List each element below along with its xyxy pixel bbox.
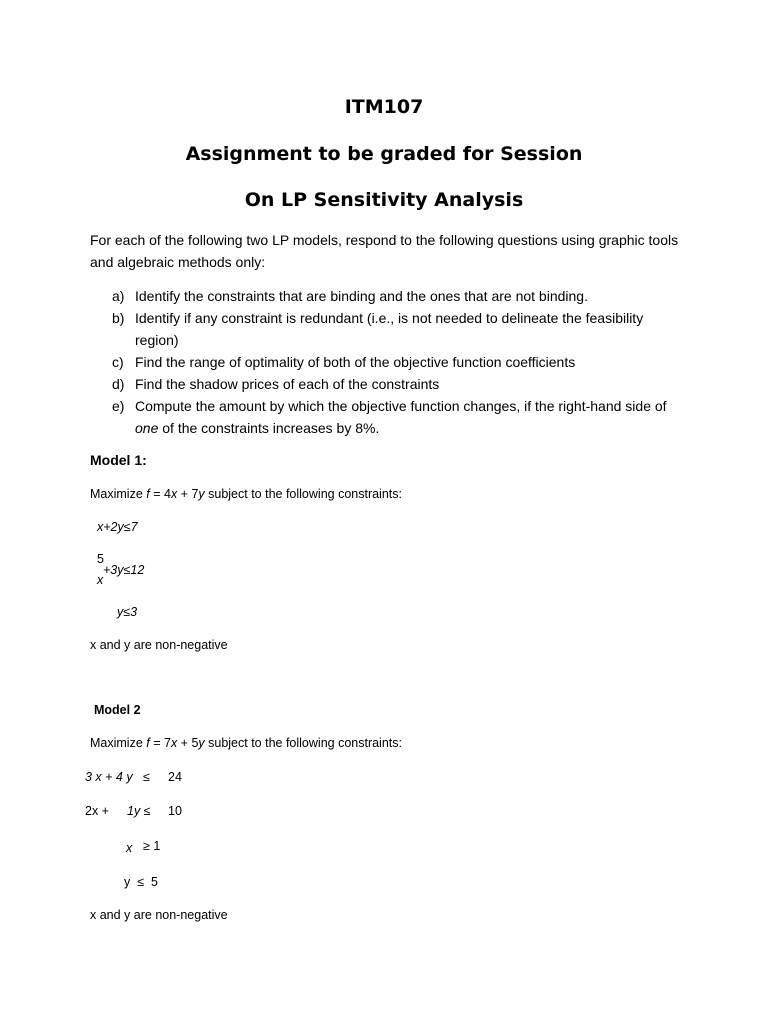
- model2-nonnegativity: x and y are non-negative: [90, 908, 228, 922]
- objective-var-y: y: [198, 736, 205, 750]
- objective-coef-y: + 5: [177, 736, 199, 750]
- list-item-text: Identify if any constraint is redundant (i.e., is not needed to delineate the feasibility region): [135, 310, 644, 348]
- course-title: ITM107: [344, 96, 424, 118]
- intro-paragraph: For each of the following two LP models, respond to the following questions using graphic tools and algebraic methods only:: [90, 232, 679, 270]
- model2-constraint-2-lhs-b: 1y ≤: [127, 804, 151, 818]
- list-item-label: c): [112, 354, 124, 370]
- objective-prefix: Maximize: [90, 736, 147, 750]
- list-item-label: d): [112, 376, 125, 392]
- list-item-text-emphasis: one: [135, 420, 159, 436]
- model2-constraint-1-rhs: 24: [168, 770, 182, 784]
- model1-objective: [90, 487, 402, 501]
- model2-objective: [90, 736, 402, 750]
- assignment-title: Assignment to be graded for Session: [185, 143, 583, 165]
- list-item-label: a): [112, 288, 125, 304]
- model1-constraint-2-num: 5: [97, 552, 104, 566]
- objective-coef-x: = 7: [149, 736, 171, 750]
- model2-constraint-1-lhs: 3 x + 4 y: [85, 770, 133, 784]
- model2-heading: Model 2: [94, 703, 141, 717]
- list-item-label: e): [112, 398, 125, 414]
- model2-constraint-4: y ≤ 5: [124, 875, 158, 889]
- model1-nonnegativity: x and y are non-negative: [90, 638, 228, 652]
- objective-var-y: y: [198, 487, 205, 501]
- model1-heading: Model 1:: [90, 452, 147, 468]
- model1-constraint-2-x: x: [97, 573, 104, 587]
- model1-constraint-1: x+2y≤7: [97, 520, 138, 534]
- list-item-text: Find the shadow prices of each of the constraints: [135, 376, 440, 392]
- list-item-text-after: of the constraints increases by 8%.: [158, 420, 380, 436]
- model2-constraint-1-op: ≤: [143, 770, 150, 784]
- topic-title: On LP Sensitivity Analysis: [244, 189, 524, 211]
- objective-var-x: x: [170, 736, 178, 750]
- list-item-label: b): [112, 310, 125, 326]
- model2-constraint-3-var: x: [126, 841, 133, 855]
- question-list: [90, 285, 690, 439]
- objective-var-x: x: [170, 487, 178, 501]
- list-item: [90, 373, 690, 395]
- model1-constraint-2-rest: +3y≤12: [103, 563, 145, 577]
- model2-constraint-3-rhs: ≥ 1: [143, 839, 161, 853]
- objective-coef-y: + 7: [177, 487, 199, 501]
- list-item: [90, 351, 690, 373]
- objective-suffix: subject to the following constraints:: [204, 736, 402, 750]
- objective-prefix: Maximize: [90, 487, 147, 501]
- list-item: [90, 285, 690, 307]
- list-item-text: Find the range of optimality of both of the objective function coefficients: [135, 354, 576, 370]
- list-item-text: Identify the constraints that are binding and the ones that are not binding.: [135, 288, 588, 304]
- model2-constraint-2-lhs-a: 2x +: [85, 804, 109, 818]
- objective-f: f: [146, 736, 150, 750]
- objective-f: f: [146, 487, 150, 501]
- objective-coef-x: = 4: [149, 487, 171, 501]
- list-item-text-before: Compute the amount by which the objective function changes, if the right-hand side of: [135, 398, 667, 414]
- list-item: [90, 395, 690, 439]
- objective-suffix: subject to the following constraints:: [204, 487, 402, 501]
- model1-constraint-3: y≤3: [117, 605, 138, 619]
- list-item: [90, 307, 690, 351]
- model2-constraint-2-rhs: 10: [168, 804, 182, 818]
